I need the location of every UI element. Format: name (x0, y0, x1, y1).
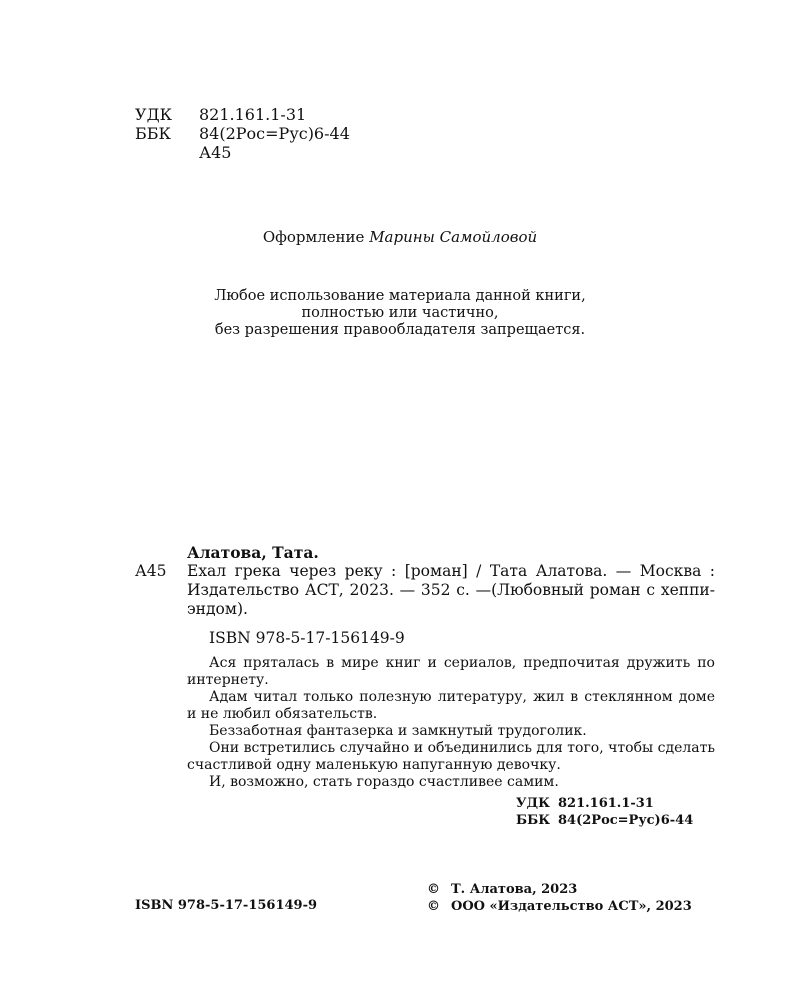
author-mark: А45 (199, 143, 232, 162)
bbk-value: 84(2Рос=Рус)6-44 (199, 124, 350, 143)
bibliographic-record (135, 543, 715, 648)
bbk-label: ББК (516, 813, 551, 828)
record-code: А45 (135, 562, 167, 580)
udk-label: УДК (516, 796, 550, 811)
bbk-row (135, 124, 350, 143)
record-description: Ехал грека через реку : [роман] / Тата Алатова. — Москва : Издательство АСТ, 2023. — 352 с. —(Любовный роман с хеппи-эндом). (187, 562, 715, 618)
notice-line: полностью или частично, (301, 305, 499, 321)
notice-line: без разрешения правообладателя запрещается. (214, 322, 586, 338)
annotation-paragraph: Ася пряталась в мире книг и сериалов, предпочитая дружить по интернету. (187, 655, 715, 688)
footer-isbn: ISBN 978-5-17-156149-9 (135, 898, 318, 913)
footer-copyright (427, 881, 692, 915)
udk-label: УДК (135, 105, 172, 124)
copyright-line (427, 881, 692, 898)
copyright-icon: © (427, 899, 440, 914)
copyright-notice (0, 288, 800, 339)
design-prefix: Оформление (262, 228, 370, 246)
annotation (187, 655, 715, 791)
bbk-row (516, 812, 693, 829)
udk-value: 821.161.1-31 (199, 105, 307, 124)
udk-row (516, 795, 693, 812)
annotation-paragraph: Они встретились случайно и объединились для того, чтобы сделать счастливой одну маленькую напуганную девочку. (187, 740, 715, 773)
annotation-codes (516, 795, 693, 829)
annotation-paragraph: Адам читал только полезную литературу, жил в стеклянном доме и не любил обязательств. (187, 689, 715, 722)
record-author: Алатова, Тата. (187, 543, 319, 562)
design-credit (0, 228, 800, 246)
annotation-paragraph: И, возможно, стать гораздо счастливее самим. (209, 774, 559, 790)
designer-name: Марины Самойловой (369, 228, 538, 246)
classification-codes (135, 105, 350, 162)
bbk-value: 84(2Рос=Рус)6-44 (558, 813, 694, 828)
udk-row (135, 105, 350, 124)
record-isbn: ISBN 978-5-17-156149-9 (209, 629, 405, 647)
copyright-icon: © (427, 882, 440, 897)
copyright-author: Т. Алатова, 2023 (451, 882, 578, 897)
bbk-label: ББК (135, 124, 171, 143)
udk-value: 821.161.1-31 (558, 796, 654, 811)
record-entry (135, 562, 715, 619)
notice-line: Любое использование материала данной книги, (214, 288, 586, 304)
copyright-publisher: ООО «Издательство АСТ», 2023 (451, 899, 692, 914)
copyright-line (427, 898, 692, 915)
annotation-paragraph: Беззаботная фантазерка и замкнутый трудоголик. (209, 723, 587, 739)
